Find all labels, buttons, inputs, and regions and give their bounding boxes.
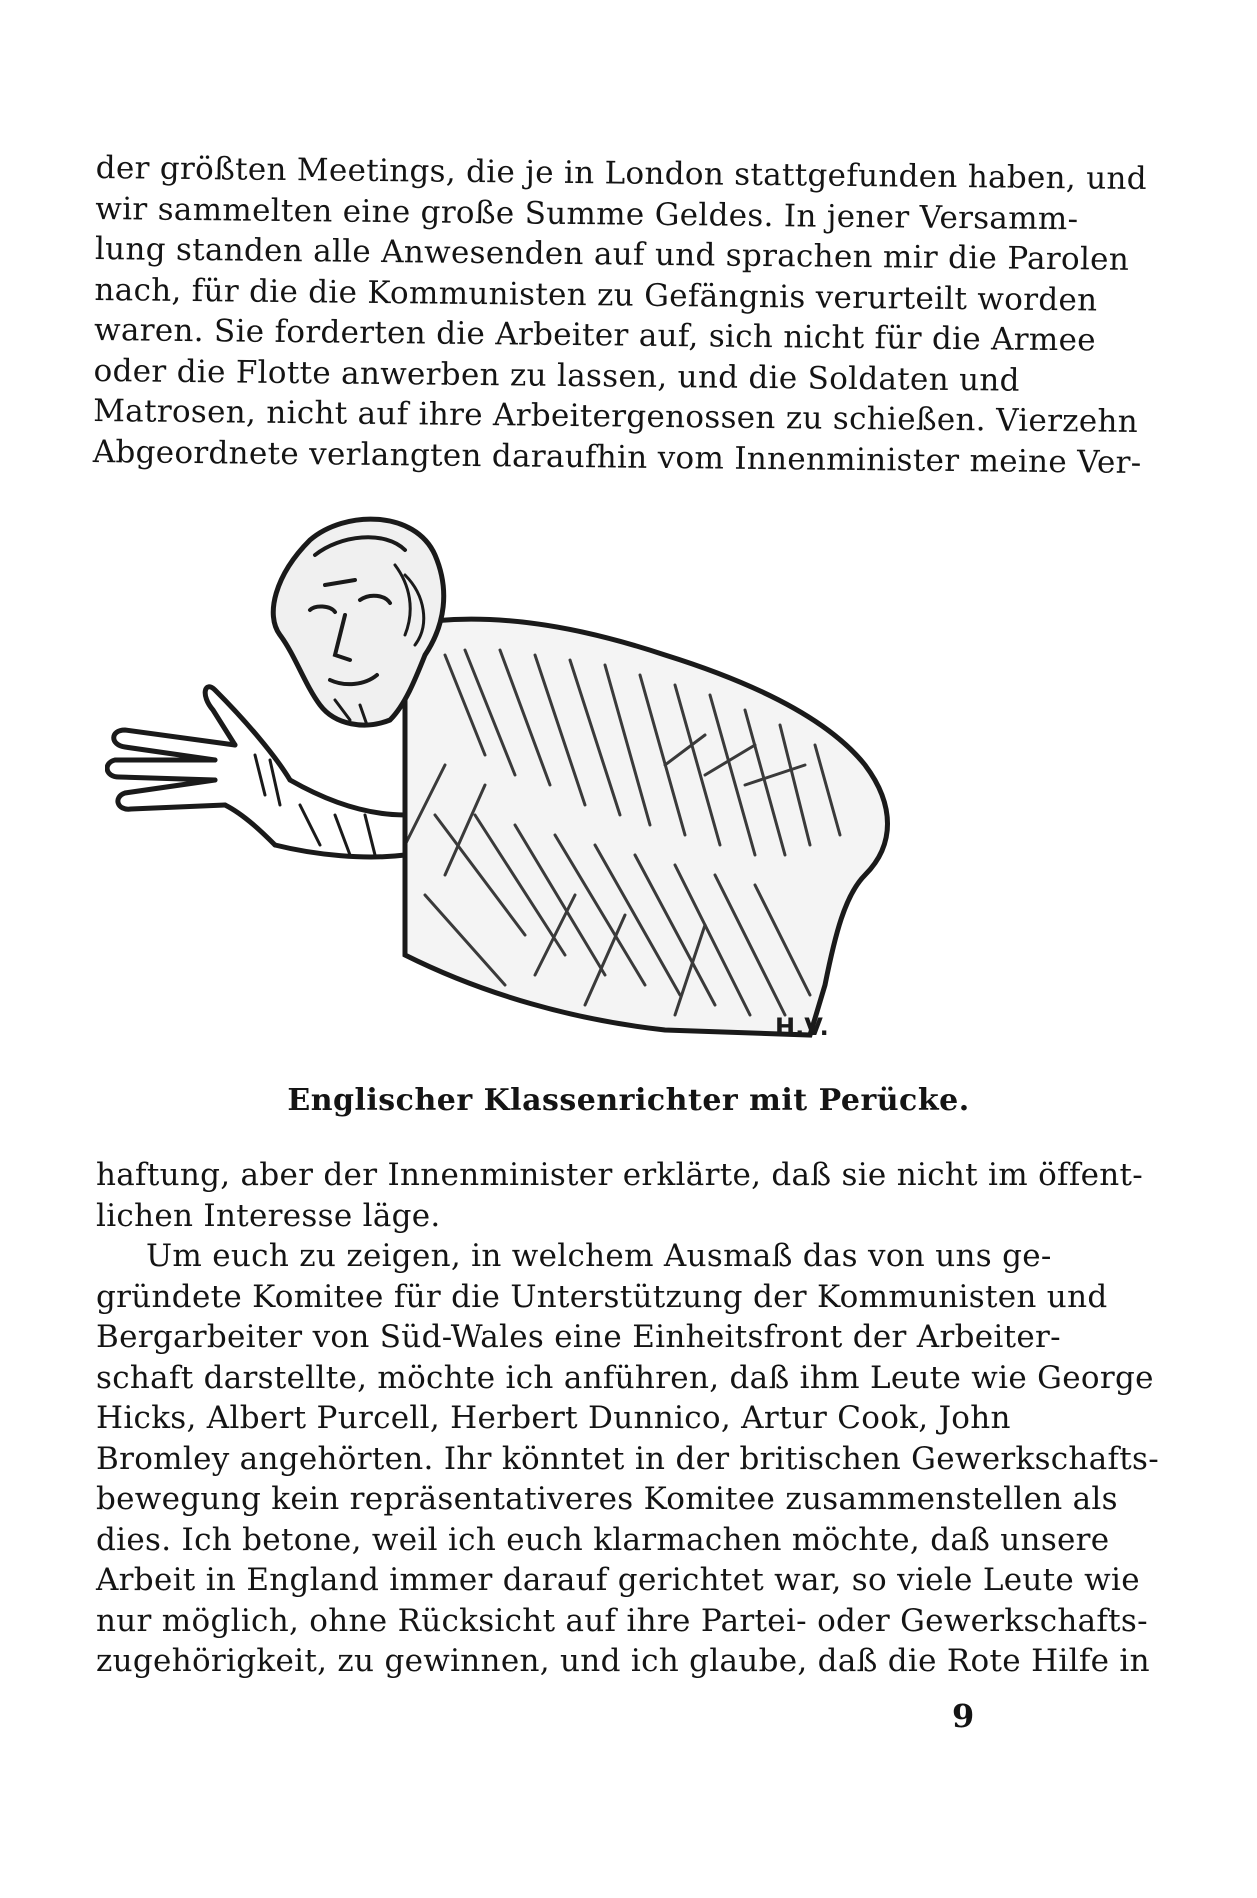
- text-line: Bergarbeiter von Süd-Wales eine Einheitsfront der Arbeiter-: [96, 1319, 1061, 1355]
- artist-signature: H.V.: [775, 1013, 829, 1041]
- text-line: schaft darstellte, möchte ich anführen, daß ihm Leute wie George: [96, 1359, 1154, 1396]
- text-line: der größten Meetings, die je in London stattgefunden haben, und: [95, 149, 1148, 198]
- top-paragraph: [92, 148, 1148, 481]
- text-line: Um euch zu zeigen, in welchem Ausmaß das von uns ge-: [146, 1238, 1052, 1274]
- text-line: Arbeit in England immer darauf gerichtet war, so viele Leute wie: [96, 1562, 1140, 1598]
- text-line: Abgeordnete verlangten daraufhin vom Innenminister meine Ver-: [92, 433, 1142, 481]
- robe-body: [405, 619, 888, 1035]
- text-line: lichen Interesse läge.: [96, 1197, 441, 1234]
- text-line: waren. Sie forderten die Arbeiter auf, sich nicht für die Armee: [93, 311, 1097, 359]
- text-line: dies. Ich betone, weil ich euch klarmachen möchte, daß unsere: [96, 1521, 1110, 1558]
- bottom-paragraphs: [96, 1155, 1159, 1682]
- text-line: zugehörigkeit, zu gewinnen, und ich glaube, daß die Rote Hilfe in: [96, 1643, 1150, 1679]
- text-line: gründete Komitee für die Unterstützung der Kommunisten und: [96, 1278, 1108, 1315]
- text-line: Hicks, Albert Purcell, Herbert Dunnico, Artur Cook, John: [96, 1400, 1011, 1436]
- text-line: bewegung kein repräsentativeres Komitee zusammenstellen als: [96, 1481, 1118, 1517]
- text-line: Matrosen, nicht auf ihre Arbeitergenossen zu schießen. Vierzehn: [93, 392, 1139, 440]
- page-number: 9: [952, 1697, 975, 1735]
- text-line: oder die Flotte anwerben zu lassen, und die Soldaten und: [93, 352, 1020, 399]
- text-line: nach, für die die Kommunisten zu Gefängnis verurteilt worden: [94, 271, 1098, 318]
- text-line: nur möglich, ohne Rücksicht auf ihre Partei- oder Gewerkschafts-: [96, 1602, 1148, 1639]
- text-line: lung standen alle Anwesenden auf und sprachen mir die Parolen: [94, 230, 1130, 278]
- judge-illustration: [105, 515, 975, 1060]
- text-line: haftung, aber der Innenminister erklärte, daß sie nicht im öffent-: [96, 1157, 1144, 1193]
- illustration-caption: Englischer Klassenrichter mit Perücke.: [287, 1083, 970, 1118]
- text-line: wir sammelten eine große Summe Geldes. In jener Versamm-: [95, 190, 1079, 237]
- text-line: Bromley angehörten. Ihr könntet in der britischen Gewerkschafts-: [96, 1440, 1159, 1477]
